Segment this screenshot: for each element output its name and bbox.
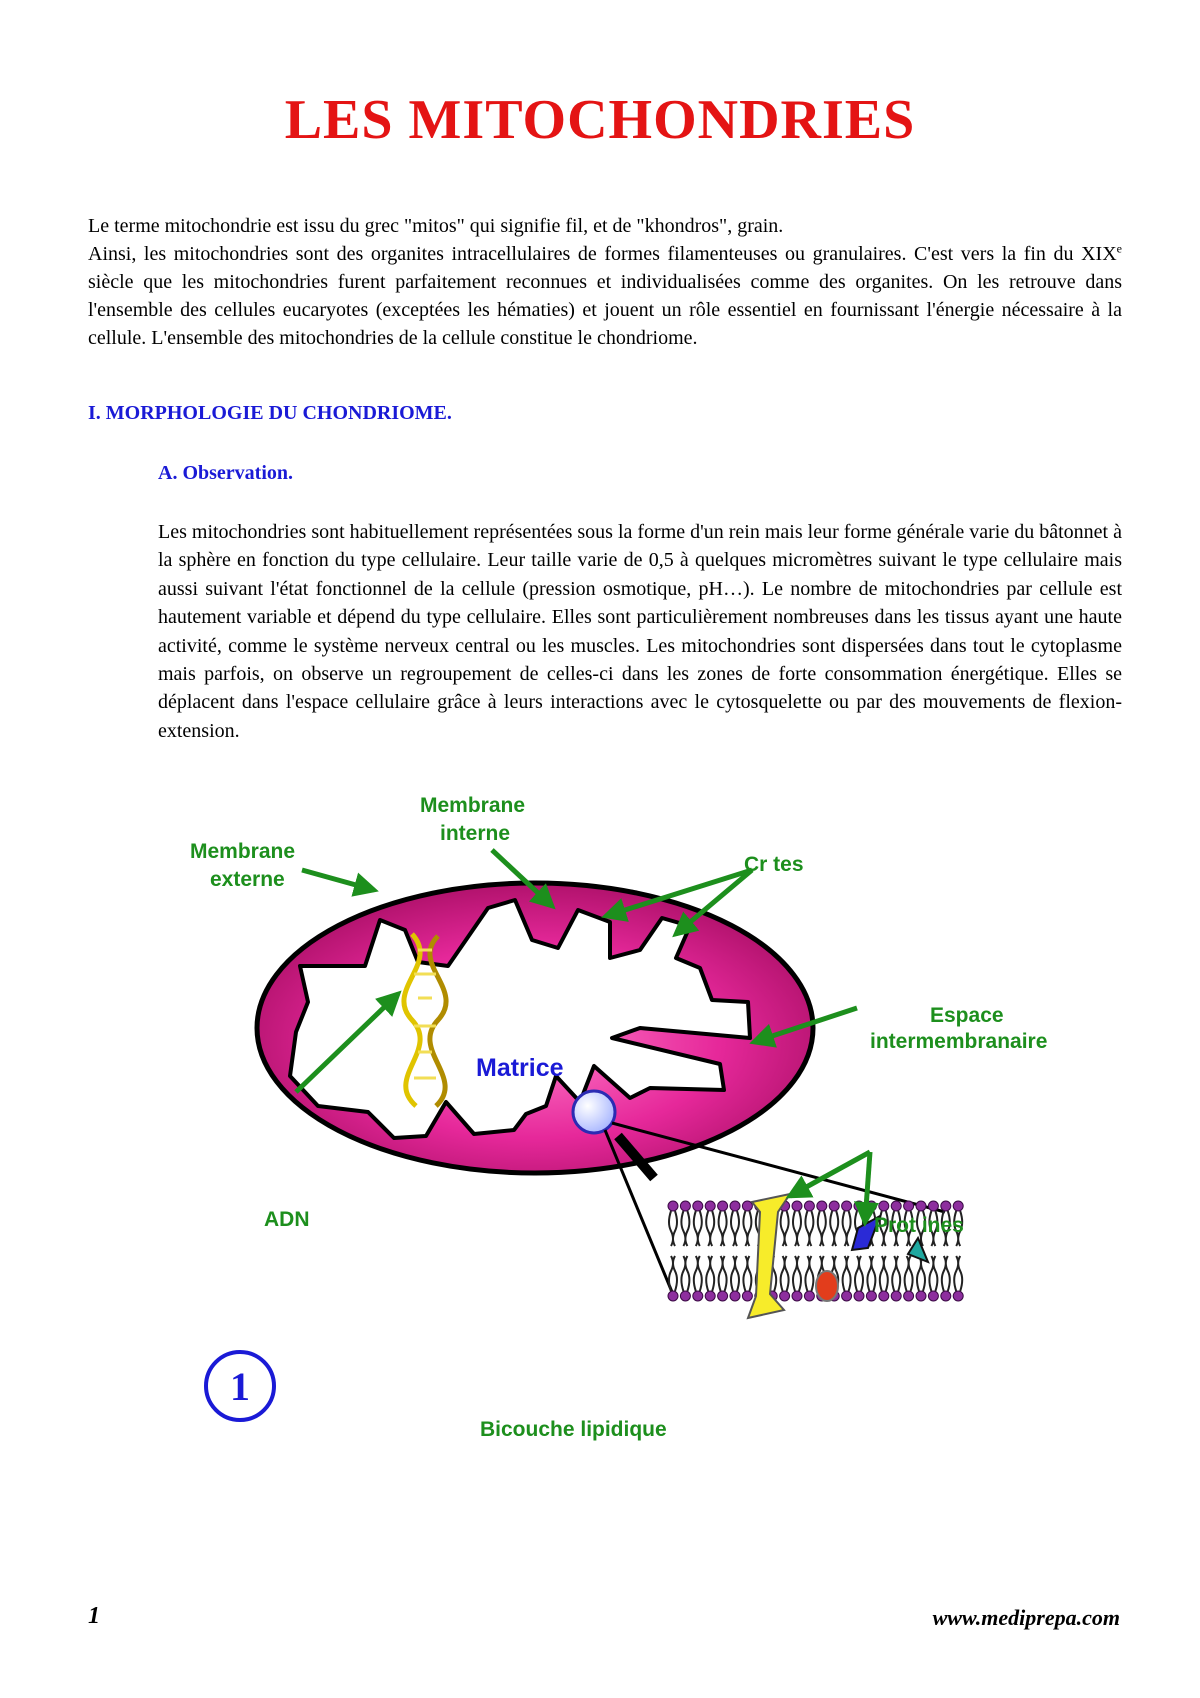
label-membrane-interne-1: Membrane: [420, 794, 526, 817]
lipid-bilayer: [668, 1194, 963, 1318]
lipid-tail: [892, 1256, 900, 1291]
lipid-tail: [669, 1211, 677, 1246]
lipid-head: [854, 1201, 864, 1211]
lipid-tail: [843, 1211, 851, 1246]
observation-paragraph: Les mitochondries sont habituellement représentées sous la forme d'un rein mais leur forme générale varie du bâtonnet à la sphère en fonction du type cellulaire. Leur taille varie de 0,5 à quelques micromètres suivant le type cellulaire mais aussi suivant l'état fonctionnel de la cellule (pression osmotique, pH…). Le nombre de mitochondries par cellule est hautement variable et dépend du type cellulaire. Elles sont particulièrement nombreuses dans les tissus ayant une haute activité, comme le système nerveux central ou les muscles. Les mitochondries sont dispersées dans tout le cytoplasme mais parfois, on observe un regroupement de celles-ci dans les zones de forte consommation énergétique. Elles se déplacent dans l'espace cellulaire grâce à leurs interactions avec le cytosquelette ou par des mouvements de flexion-extension.: [158, 521, 1122, 742]
lipid-head: [829, 1201, 839, 1211]
lipid-tail: [805, 1256, 813, 1291]
lipid-head: [680, 1291, 690, 1301]
footer-url: www.mediprepa.com: [932, 1605, 1120, 1630]
lipid-head: [941, 1201, 951, 1211]
lipid-head: [804, 1201, 814, 1211]
lipid-head: [705, 1201, 715, 1211]
label-proteines: Prot ines: [874, 1214, 964, 1237]
lipid-tail: [855, 1256, 863, 1291]
lipid-head: [904, 1201, 914, 1211]
label-membrane-externe-2: externe: [210, 868, 285, 891]
label-adn: ADN: [264, 1208, 310, 1231]
lipid-head: [804, 1291, 814, 1301]
lipid-head: [866, 1291, 876, 1301]
lipid-tail: [694, 1256, 702, 1291]
lipid-head: [842, 1291, 852, 1301]
cyan-protein-icon: [908, 1238, 928, 1262]
lipid-tail: [880, 1256, 888, 1291]
lipid-head: [879, 1201, 889, 1211]
lipid-tail: [818, 1211, 826, 1246]
page-title: LES MITOCHONDRIES: [284, 89, 916, 151]
lipid-head: [730, 1201, 740, 1211]
lipid-tail: [793, 1211, 801, 1246]
lipid-tail: [781, 1211, 789, 1246]
peripheral-protein-icon: [816, 1271, 838, 1301]
lipid-head: [928, 1201, 938, 1211]
lipid-head: [817, 1201, 827, 1211]
label-espace-2: intermembranaire: [870, 1030, 1048, 1053]
lipid-tail: [731, 1256, 739, 1291]
lipid-head: [928, 1291, 938, 1301]
label-cretes: Cr tes: [744, 853, 804, 876]
intro-p2-start: Ainsi, les mitochondries sont des organites intracellulaires de formes filamenteuses ou granulaires. C'est vers la fin du XIX: [88, 243, 1117, 265]
lipid-head: [941, 1291, 951, 1301]
lipid-tail: [830, 1211, 838, 1246]
lipid-tail: [731, 1211, 739, 1246]
lipid-tail: [954, 1256, 962, 1291]
lipid-tail: [719, 1211, 727, 1246]
lipid-tail: [706, 1211, 714, 1246]
lipid-tail: [669, 1256, 677, 1291]
lipid-tail: [681, 1256, 689, 1291]
lipid-tail: [843, 1256, 851, 1291]
lipid-head: [916, 1201, 926, 1211]
lipid-head: [718, 1291, 728, 1301]
subheading-observation: A. Observation.: [158, 462, 293, 484]
lipid-head: [780, 1291, 790, 1301]
lipid-head: [792, 1291, 802, 1301]
mitochondria-diagram: [0, 794, 1200, 1480]
intro-line-1: Le terme mitochondrie est issu du grec "mitos" qui signifie fil, et de "khondros", grain.: [88, 215, 784, 237]
lipid-tail: [694, 1211, 702, 1246]
lipid-tail: [805, 1211, 813, 1246]
label-matrice: Matrice: [476, 1054, 564, 1082]
figure-number: 1: [230, 1364, 250, 1409]
lipid-tail: [867, 1256, 875, 1291]
lipid-head: [668, 1201, 678, 1211]
label-membrane-externe-1: Membrane: [190, 840, 296, 863]
lipid-tail: [719, 1256, 727, 1291]
lipid-head: [854, 1291, 864, 1301]
label-membrane-interne-2: interne: [440, 822, 511, 845]
lipid-head: [891, 1291, 901, 1301]
lipid-tail: [905, 1256, 913, 1291]
lipid-head: [668, 1291, 678, 1301]
lipid-tail: [743, 1256, 751, 1291]
lipid-tail: [793, 1256, 801, 1291]
lipid-head: [718, 1201, 728, 1211]
page-number: 1: [88, 1603, 100, 1629]
lipid-head: [693, 1291, 703, 1301]
lipid-head: [953, 1291, 963, 1301]
lipid-tail: [942, 1256, 950, 1291]
label-espace-1: Espace: [930, 1004, 1004, 1027]
intro-paragraph-2: [88, 240, 1122, 352]
lipid-head: [742, 1201, 752, 1211]
lipid-head: [916, 1291, 926, 1301]
lipid-head: [891, 1201, 901, 1211]
intro-p2-end: siècle que les mitochondries furent parfaitement reconnues et individualisées comme des organites. On les retrouve dans l'ensemble des cellules eucaryotes (exceptées les hématies) et jouent un rôle essentiel en fournissant l'énergie nécessaire à la cellule. L'ensemble des mitochondries de la cellule constitue le chondriome.: [88, 271, 1122, 349]
lipid-tail: [781, 1256, 789, 1291]
section-heading-morphologie: I. MORPHOLOGIE DU CHONDRIOME.: [88, 402, 452, 424]
label-bicouche: Bicouche lipidique: [480, 1418, 667, 1441]
lipid-head: [730, 1291, 740, 1301]
lipid-head: [879, 1291, 889, 1301]
lipid-head: [792, 1201, 802, 1211]
intro-text: [88, 212, 1122, 352]
lipid-tail: [929, 1256, 937, 1291]
lipid-head: [953, 1201, 963, 1211]
lipid-head: [904, 1291, 914, 1301]
lipid-head: [842, 1201, 852, 1211]
lipid-head: [742, 1291, 752, 1301]
lipid-head: [693, 1201, 703, 1211]
century-superscript: e: [1116, 241, 1122, 256]
lipid-tail: [681, 1211, 689, 1246]
lipid-tail: [706, 1256, 714, 1291]
lipid-head: [705, 1291, 715, 1301]
lipid-head: [680, 1201, 690, 1211]
lipid-tail: [743, 1211, 751, 1246]
